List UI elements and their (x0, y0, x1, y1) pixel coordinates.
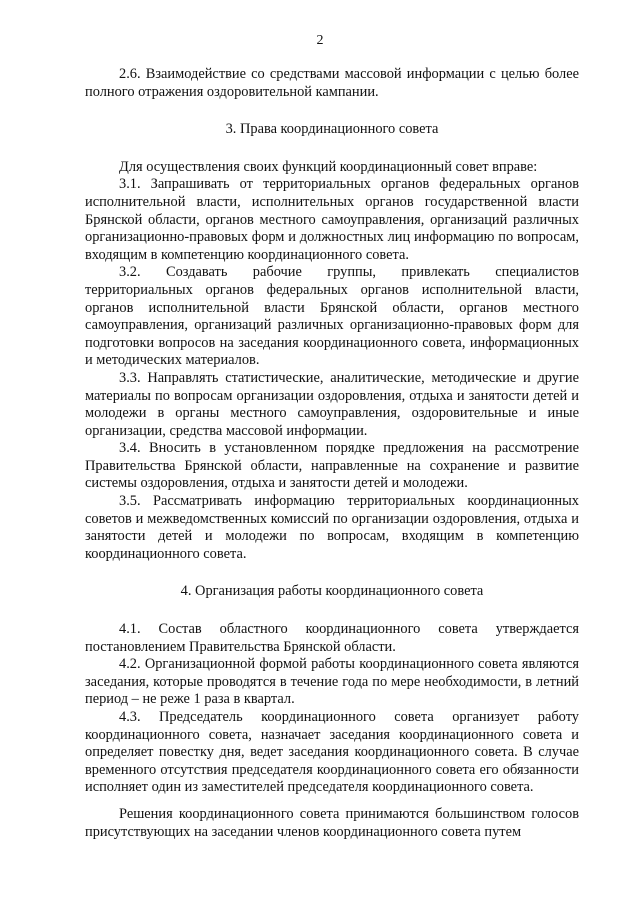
paragraph-4-1: 4.1. Состав областного координационного совета утверждается постановлением Правительства Брянской области. (85, 621, 579, 655)
section-heading-3: 3. Права координационного совета (225, 121, 439, 138)
paragraph-4-3: 4.3. Председатель координационного совета организует работу координационного совета, назначает заседания координационного совета и определяет повестку дня, ведет заседания координационного совета. В случае временного отсутствия председателя координационного совета его обязанности исполняет один из заместителей председателя координационного совета. (85, 709, 579, 796)
paragraph-3-4: 3.4. Вносить в установленном порядке предложения на рассмотрение Правительства Брянской области, направленные на сохранение и развитие системы оздоровления, отдыха и занятости детей и молодежи. (85, 440, 579, 492)
paragraph-decisions: Решения координационного совета принимаются большинством голосов присутствующих на заседании членов координационного совета путем (85, 805, 579, 840)
page-number: 2 (316, 33, 324, 48)
document-body (85, 66, 579, 841)
paragraph-intro-rights: Для осуществления своих функций координационный совет вправе: (119, 158, 538, 175)
paragraph-3-5: 3.5. Рассматривать информацию территориальных координационных советов и межведомственных комиссий по организации оздоровления, отдыха и занятости детей и молодежи по вопросам, входящим в компетенцию координационного совета. (85, 493, 579, 562)
section-heading-4: 4. Организация работы координационного совета (180, 583, 484, 600)
paragraph-3-2: 3.2. Создавать рабочие группы, привлекать специалистов территориальных органов федеральных органов исполнительной власти, органов исполнительной власти Брянской области, органов местного самоуправления, организаций различных организационно-правовых форм для подготовки вопросов на заседания координационного совета, информационных и методических материалов. (85, 264, 579, 369)
paragraph-2-6: 2.6. Взаимодействие со средствами массовой информации с целью более полного отражения оздоровительной кампании. (85, 66, 579, 100)
paragraph-3-1: 3.1. Запрашивать от территориальных органов федеральных органов исполнительной власти, исполнительных органов государственной власти Брянской области, органов местного самоуправления, организаций различных организационно-правовых форм и должностных лиц информацию по вопросам, входящим в компетенцию координационного совета. (85, 176, 579, 263)
paragraph-4-2: 4.2. Организационной формой работы координационного совета являются заседания, которые проводятся в течение года по мере необходимости, в летний период – не реже 1 раза в квартал. (85, 656, 579, 708)
paragraph-3-3: 3.3. Направлять статистические, аналитические, методические и другие материалы по вопросам организации оздоровления, отдыха и занятости детей и молодежи в органы местного самоуправления, оздоровительные и иные организации, средства массовой информации. (85, 369, 579, 439)
